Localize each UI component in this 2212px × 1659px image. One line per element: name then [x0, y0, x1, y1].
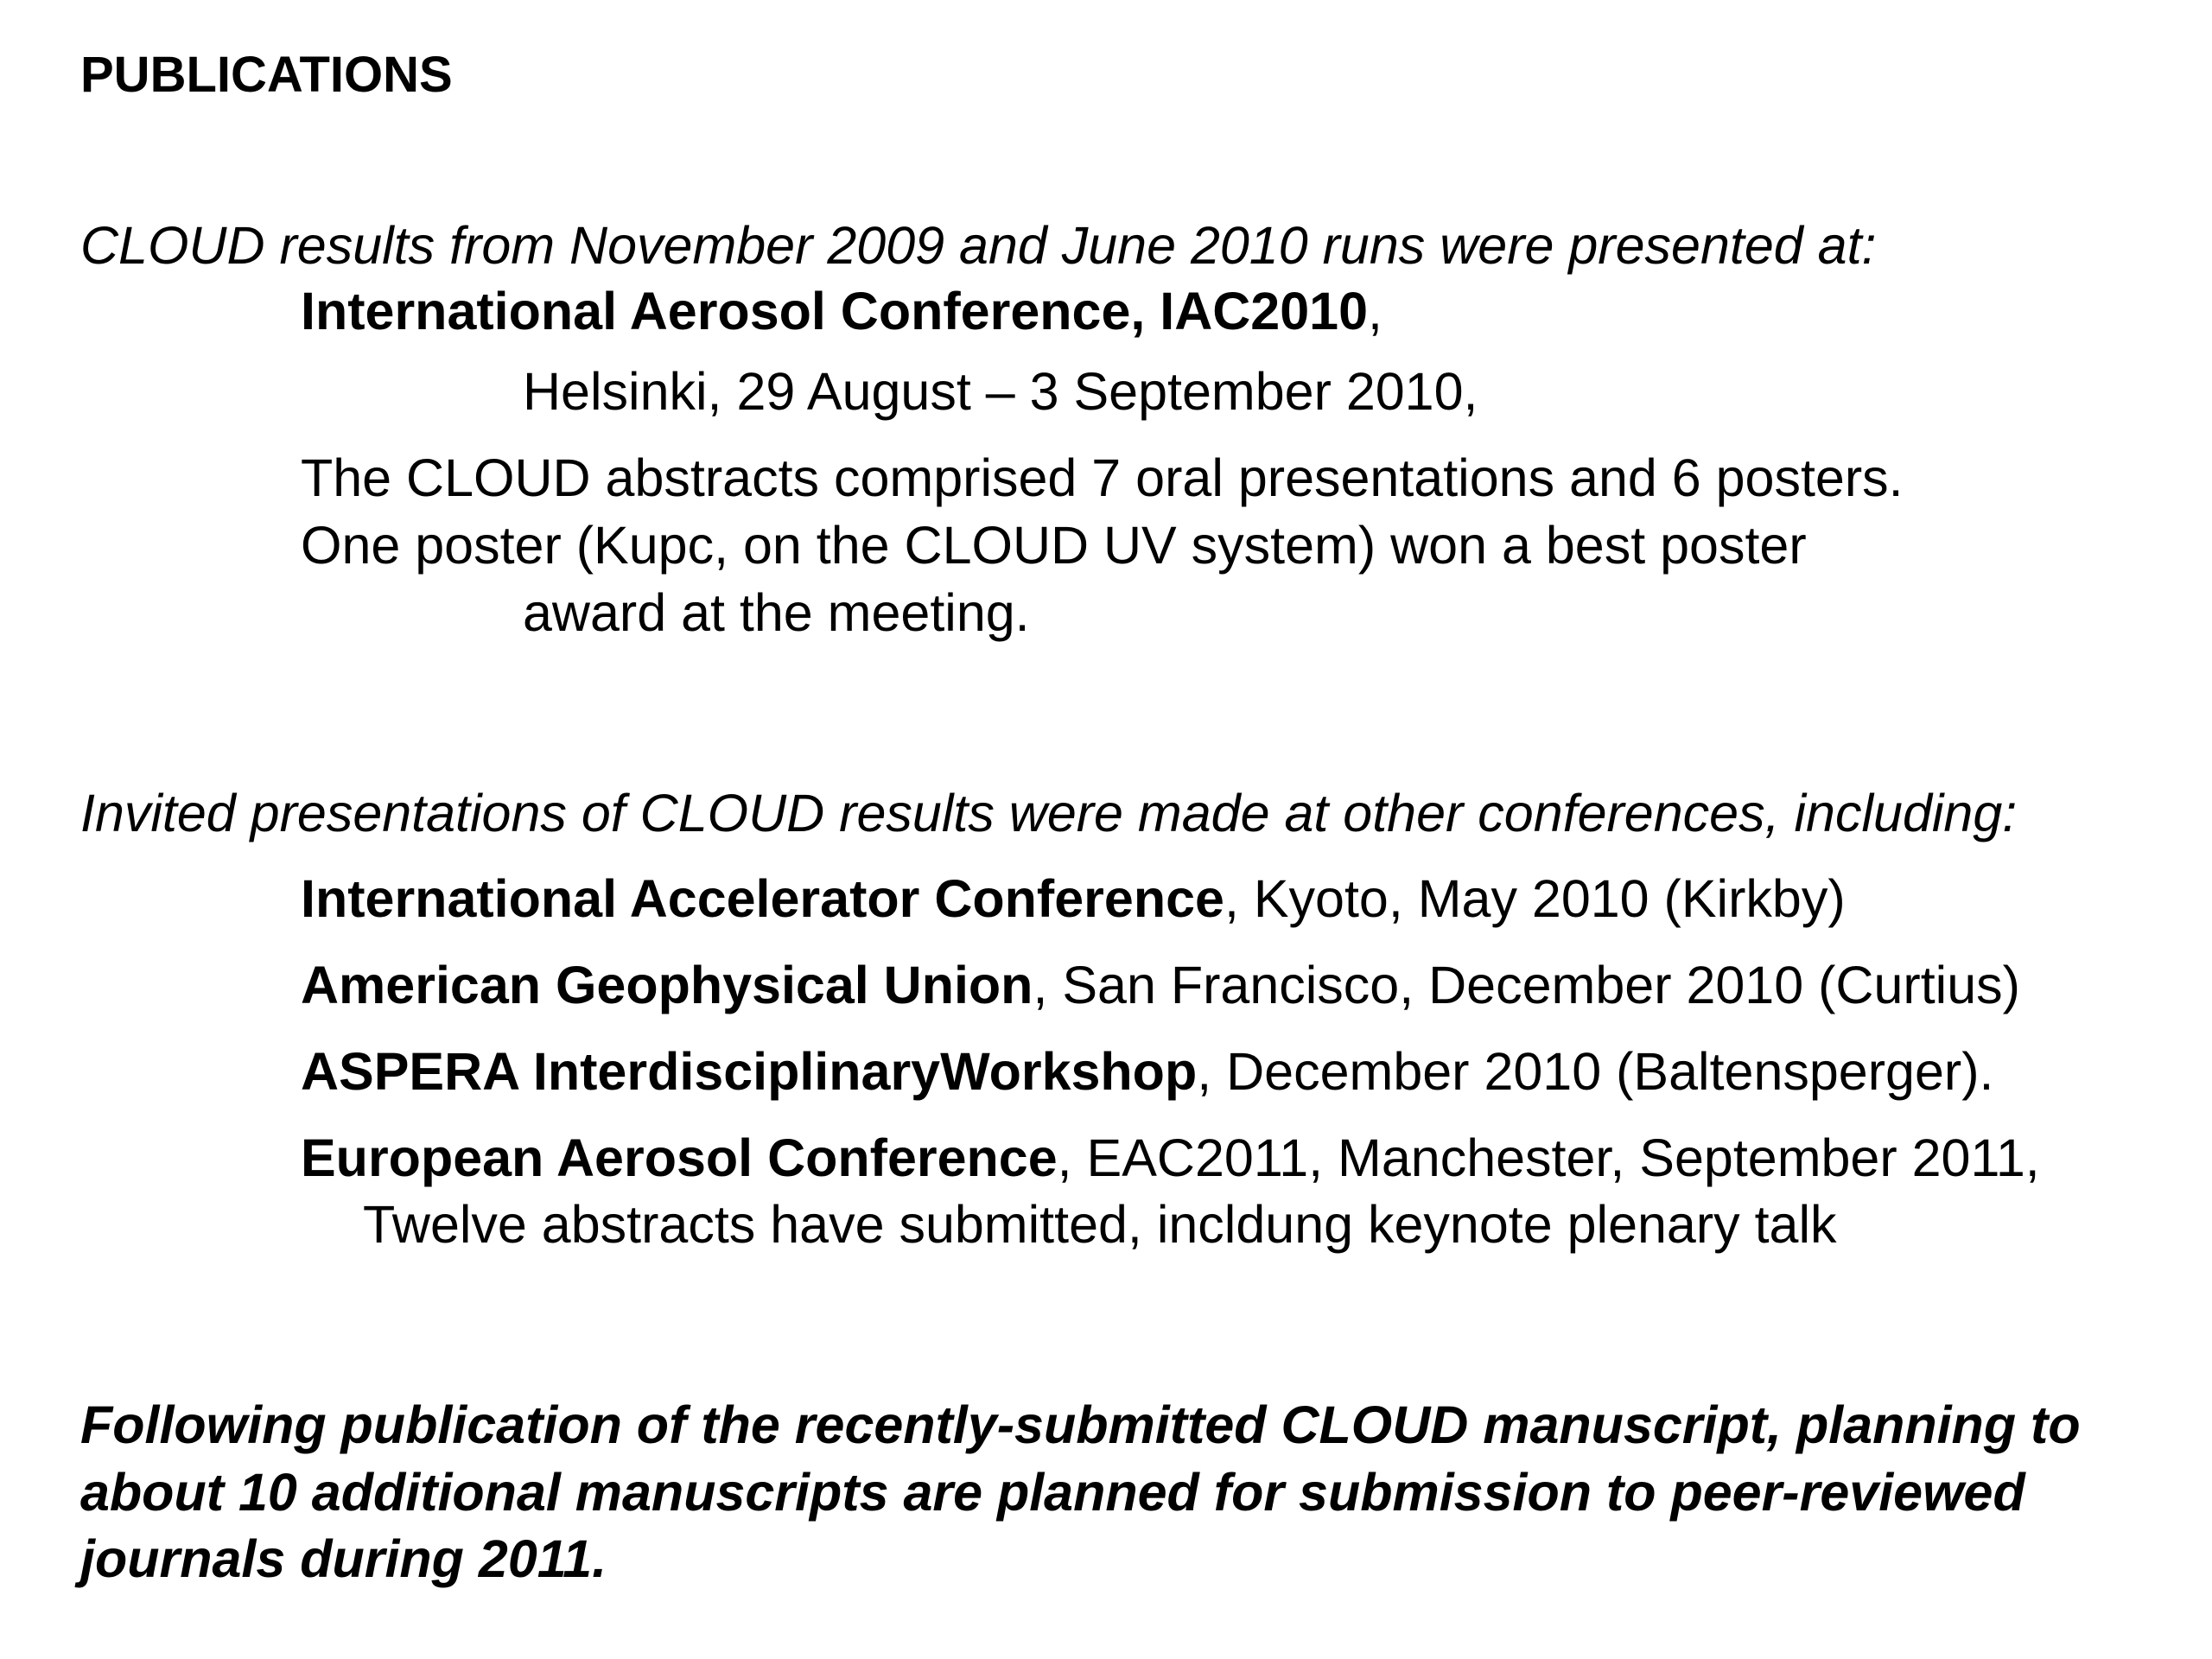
- closing-line3: journals during 2011.: [80, 1529, 607, 1588]
- conference-item: [301, 956, 2020, 1014]
- conference-name: International Aerosol Conference, IAC2010: [301, 282, 1369, 340]
- conference-name: American Geophysical Union: [301, 956, 1033, 1014]
- poster-award-line1: One poster (Kupc, on the CLOUD UV system) won a best poster: [301, 516, 1807, 575]
- conference-details: , EAC2011, Manchester, September 2011,: [1057, 1128, 2040, 1187]
- closing-line2: about 10 additional manuscripts are planned for submission to peer-reviewed: [80, 1463, 2025, 1522]
- abstracts-summary: The CLOUD abstracts comprised 7 oral presentations and 6 posters.: [301, 448, 1904, 507]
- conference-name: European Aerosol Conference: [301, 1128, 1058, 1187]
- conference-details: , San Francisco, December 2010 (Curtius): [1033, 956, 2020, 1014]
- section2-intro: Invited presentations of CLOUD results were made at other conferences, including:: [80, 784, 2018, 842]
- iac2010-location: Helsinki, 29 August – 3 September 2010,: [523, 362, 1478, 421]
- conference-item: [301, 1042, 1994, 1101]
- poster-award-line2: award at the meeting.: [523, 583, 1030, 642]
- iac2010-conference: [301, 282, 1382, 340]
- conference-details: , Kyoto, May 2010 (Kirkby): [1224, 869, 1846, 928]
- conference-item: [301, 1128, 2040, 1187]
- conference-details: , December 2010 (Baltensperger).: [1197, 1042, 1994, 1101]
- section1-intro: CLOUD results from November 2009 and June 2010 runs were presented at:: [80, 216, 1877, 275]
- conference-note: Twelve abstracts have submitted, incldung keynote plenary talk: [363, 1195, 1837, 1254]
- closing-line1: Following publication of the recently-submitted CLOUD manuscript, planning to: [80, 1395, 2081, 1454]
- conference-name-suffix: ,: [1368, 282, 1382, 340]
- conference-name: International Accelerator Conference: [301, 869, 1224, 928]
- conference-item: [301, 869, 1846, 928]
- conference-name: ASPERA InterdisciplinaryWorkshop: [301, 1042, 1198, 1101]
- page-title: PUBLICATIONS: [80, 47, 453, 103]
